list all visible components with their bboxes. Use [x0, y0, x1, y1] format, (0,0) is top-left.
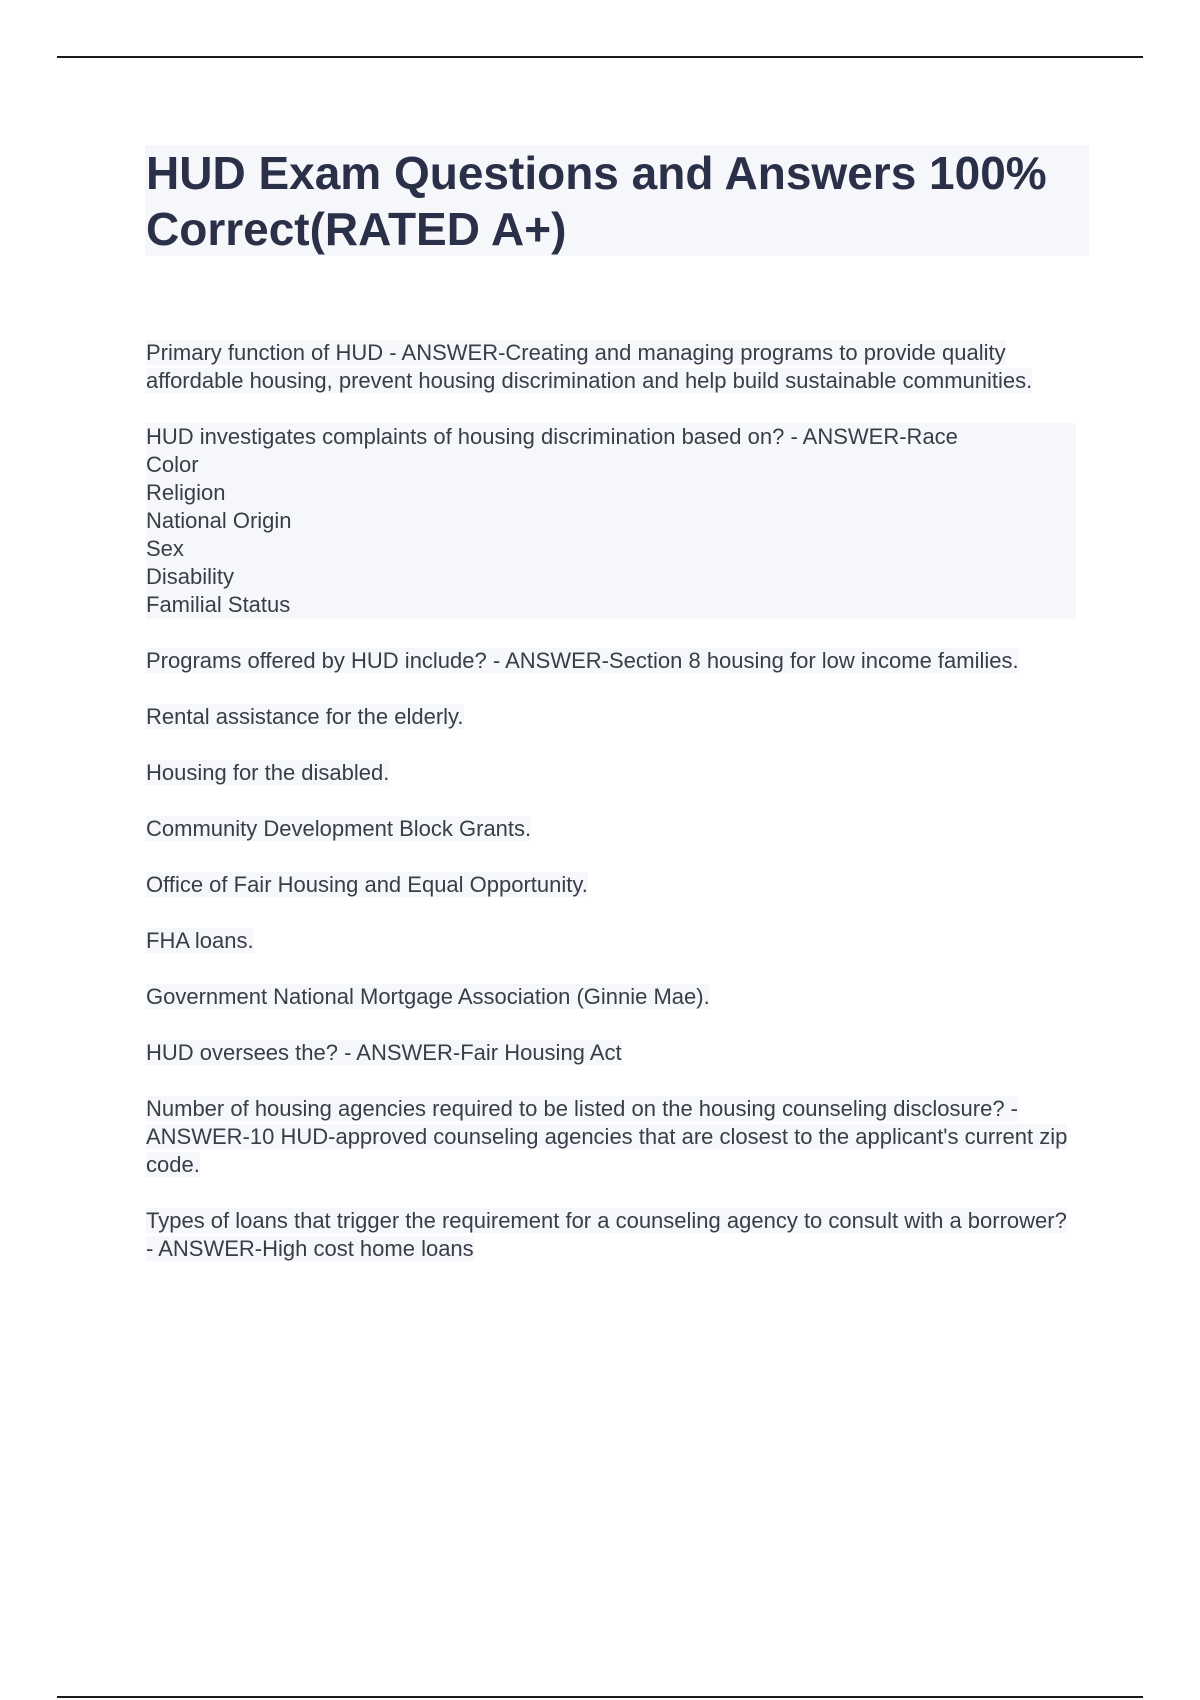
qa-item — [146, 647, 1076, 675]
qa-text: Rental assistance for the elderly. — [146, 704, 464, 729]
qa-text: Number of housing agencies required to be listed on the housing counseling disclosure? - ANSWER-10 HUD-approved counseling agencies that are closest to the applicant's current zip code. — [146, 1096, 1068, 1177]
qa-item — [146, 815, 1076, 843]
qa-text: FHA loans. — [146, 928, 254, 953]
qa-item — [146, 759, 1076, 787]
qa-item — [146, 1207, 1076, 1263]
top-rule — [57, 56, 1143, 58]
qa-item — [146, 1039, 1076, 1067]
qa-item — [146, 871, 1076, 899]
qa-text: Community Development Block Grants. — [146, 816, 532, 841]
qa-text: Programs offered by HUD include? - ANSWER-Section 8 housing for low income families. — [146, 648, 1019, 673]
document-body — [146, 339, 1076, 1291]
qa-text: Housing for the disabled. — [146, 760, 390, 785]
qa-item — [146, 339, 1076, 395]
qa-item — [146, 983, 1076, 1011]
list-item: Familial Status — [146, 591, 1076, 619]
qa-text: Primary function of HUD - ANSWER-Creating and managing programs to provide quality affordable housing, prevent housing discrimination and help build sustainable communities. — [146, 340, 1033, 393]
list-item: Disability — [146, 563, 1076, 591]
bottom-rule — [57, 1696, 1143, 1698]
list-item: Religion — [146, 479, 1076, 507]
qa-item — [146, 927, 1076, 955]
qa-text: HUD investigates complaints of housing discrimination based on? - ANSWER-Race — [146, 423, 1076, 451]
qa-item — [146, 423, 1076, 619]
list-item: Color — [146, 451, 1076, 479]
document-title: HUD Exam Questions and Answers 100% Correct(RATED A+) — [146, 147, 1047, 255]
qa-text: HUD oversees the? - ANSWER-Fair Housing Act — [146, 1040, 622, 1065]
qa-item — [146, 1095, 1076, 1179]
qa-text: Office of Fair Housing and Equal Opportunity. — [146, 872, 588, 897]
qa-text: Types of loans that trigger the requirement for a counseling agency to consult with a borrower? - ANSWER-High cost home loans — [146, 1208, 1067, 1261]
list-item: Sex — [146, 535, 1076, 563]
list-item: National Origin — [146, 507, 1076, 535]
qa-text: Government National Mortgage Association (Ginnie Mae). — [146, 984, 710, 1009]
qa-item — [146, 703, 1076, 731]
